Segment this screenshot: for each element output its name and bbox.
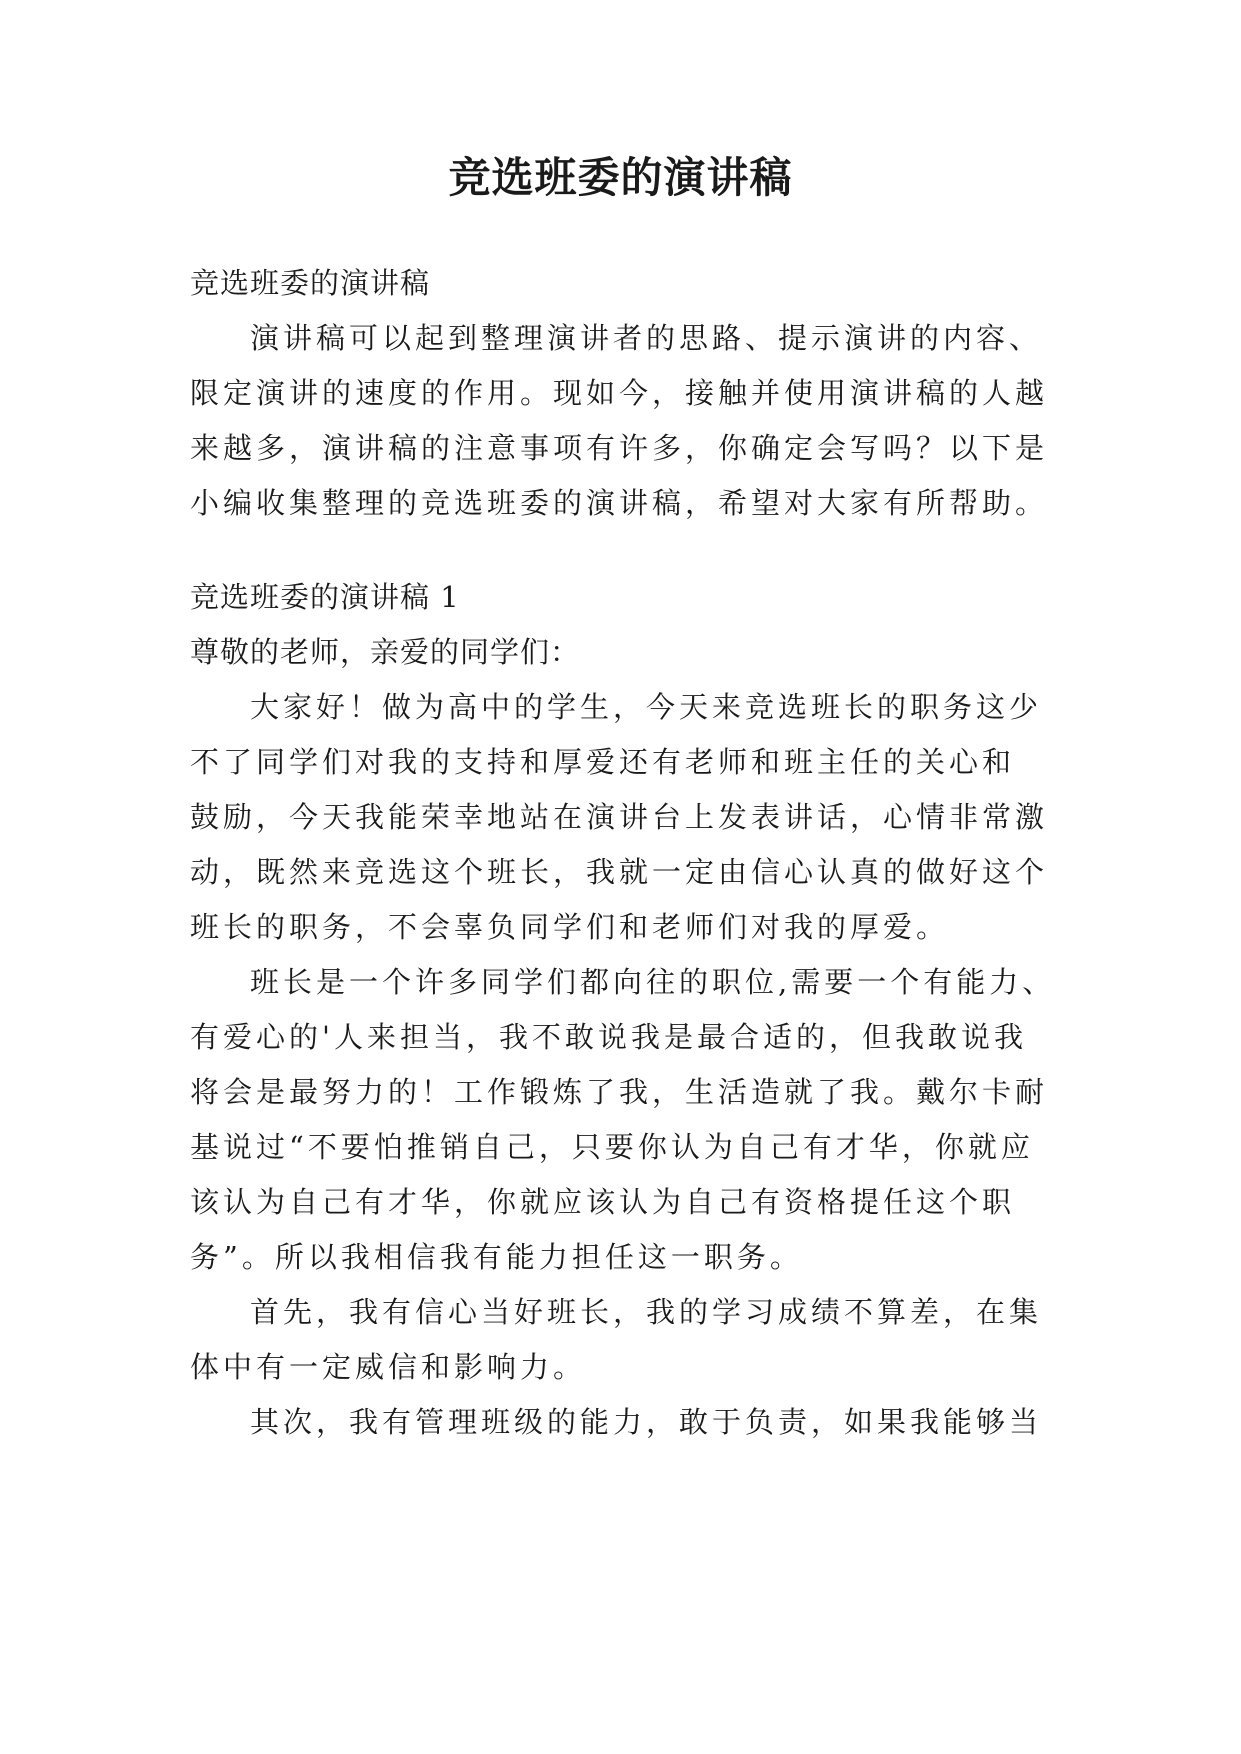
intro-paragraph-line: 来越多，演讲稿的注意事项有许多，你确定会写吗？以下是 [190,431,1049,465]
intro-heading: 竞选班委的演讲稿 [190,266,431,300]
body-paragraph-line: 将会是最努力的！工作锻炼了我，生活造就了我。戴尔卡耐 [190,1075,1049,1109]
body-paragraph-line: 班长是一个许多同学们都向往的职位,需要一个有能力、 [250,965,1056,999]
document-title: 竞选班委的演讲稿 [448,153,793,202]
intro-paragraph-line: 小编收集整理的竞选班委的演讲稿，希望对大家有所帮助。 [190,486,1049,520]
body-paragraph-line: 首先，我有信心当好班长，我的学习成绩不算差，在集 [250,1295,1043,1329]
intro-paragraph-line: 演讲稿可以起到整理演讲者的思路、提示演讲的内容、 [250,321,1043,355]
body-paragraph-line: 该认为自己有才华，你就应该认为自己有资格提任这个职 [190,1185,1016,1219]
body-paragraph-line: 有爱心的'人来担当，我不敢说我是最合适的，但我敢说我 [190,1020,1027,1054]
body-paragraph-line: 不了同学们对我的支持和厚爱还有老师和班主任的关心和 [190,745,1016,779]
salutation: 尊敬的老师，亲爱的同学们： [190,635,581,669]
body-paragraph-line: 班长的职务，不会辜负同学们和老师们对我的厚爱。 [190,910,950,944]
body-paragraph-line: 体中有一定威信和影响力。 [190,1350,587,1384]
body-paragraph-line: 动，既然来竞选这个班长，我就一定由信心认真的做好这个 [190,855,1049,889]
section-heading: 竞选班委的演讲稿 1 [190,580,460,614]
body-paragraph-line: 鼓励，今天我能荣幸地站在演讲台上发表讲话，心情非常激 [190,800,1049,834]
body-paragraph-line: 务”。所以我相信我有能力担任这一职务。 [190,1240,803,1274]
body-paragraph-line: 大家好！做为高中的学生，今天来竞选班长的职务这少 [250,690,1043,724]
body-paragraph-line: 基说过“不要怕推销自己，只要你认为自己有才华，你就应 [190,1130,1034,1164]
body-paragraph-line: 其次，我有管理班级的能力，敢于负责，如果我能够当 [250,1405,1043,1439]
intro-paragraph-line: 限定演讲的速度的作用。现如今，接触并使用演讲稿的人越 [190,376,1049,410]
